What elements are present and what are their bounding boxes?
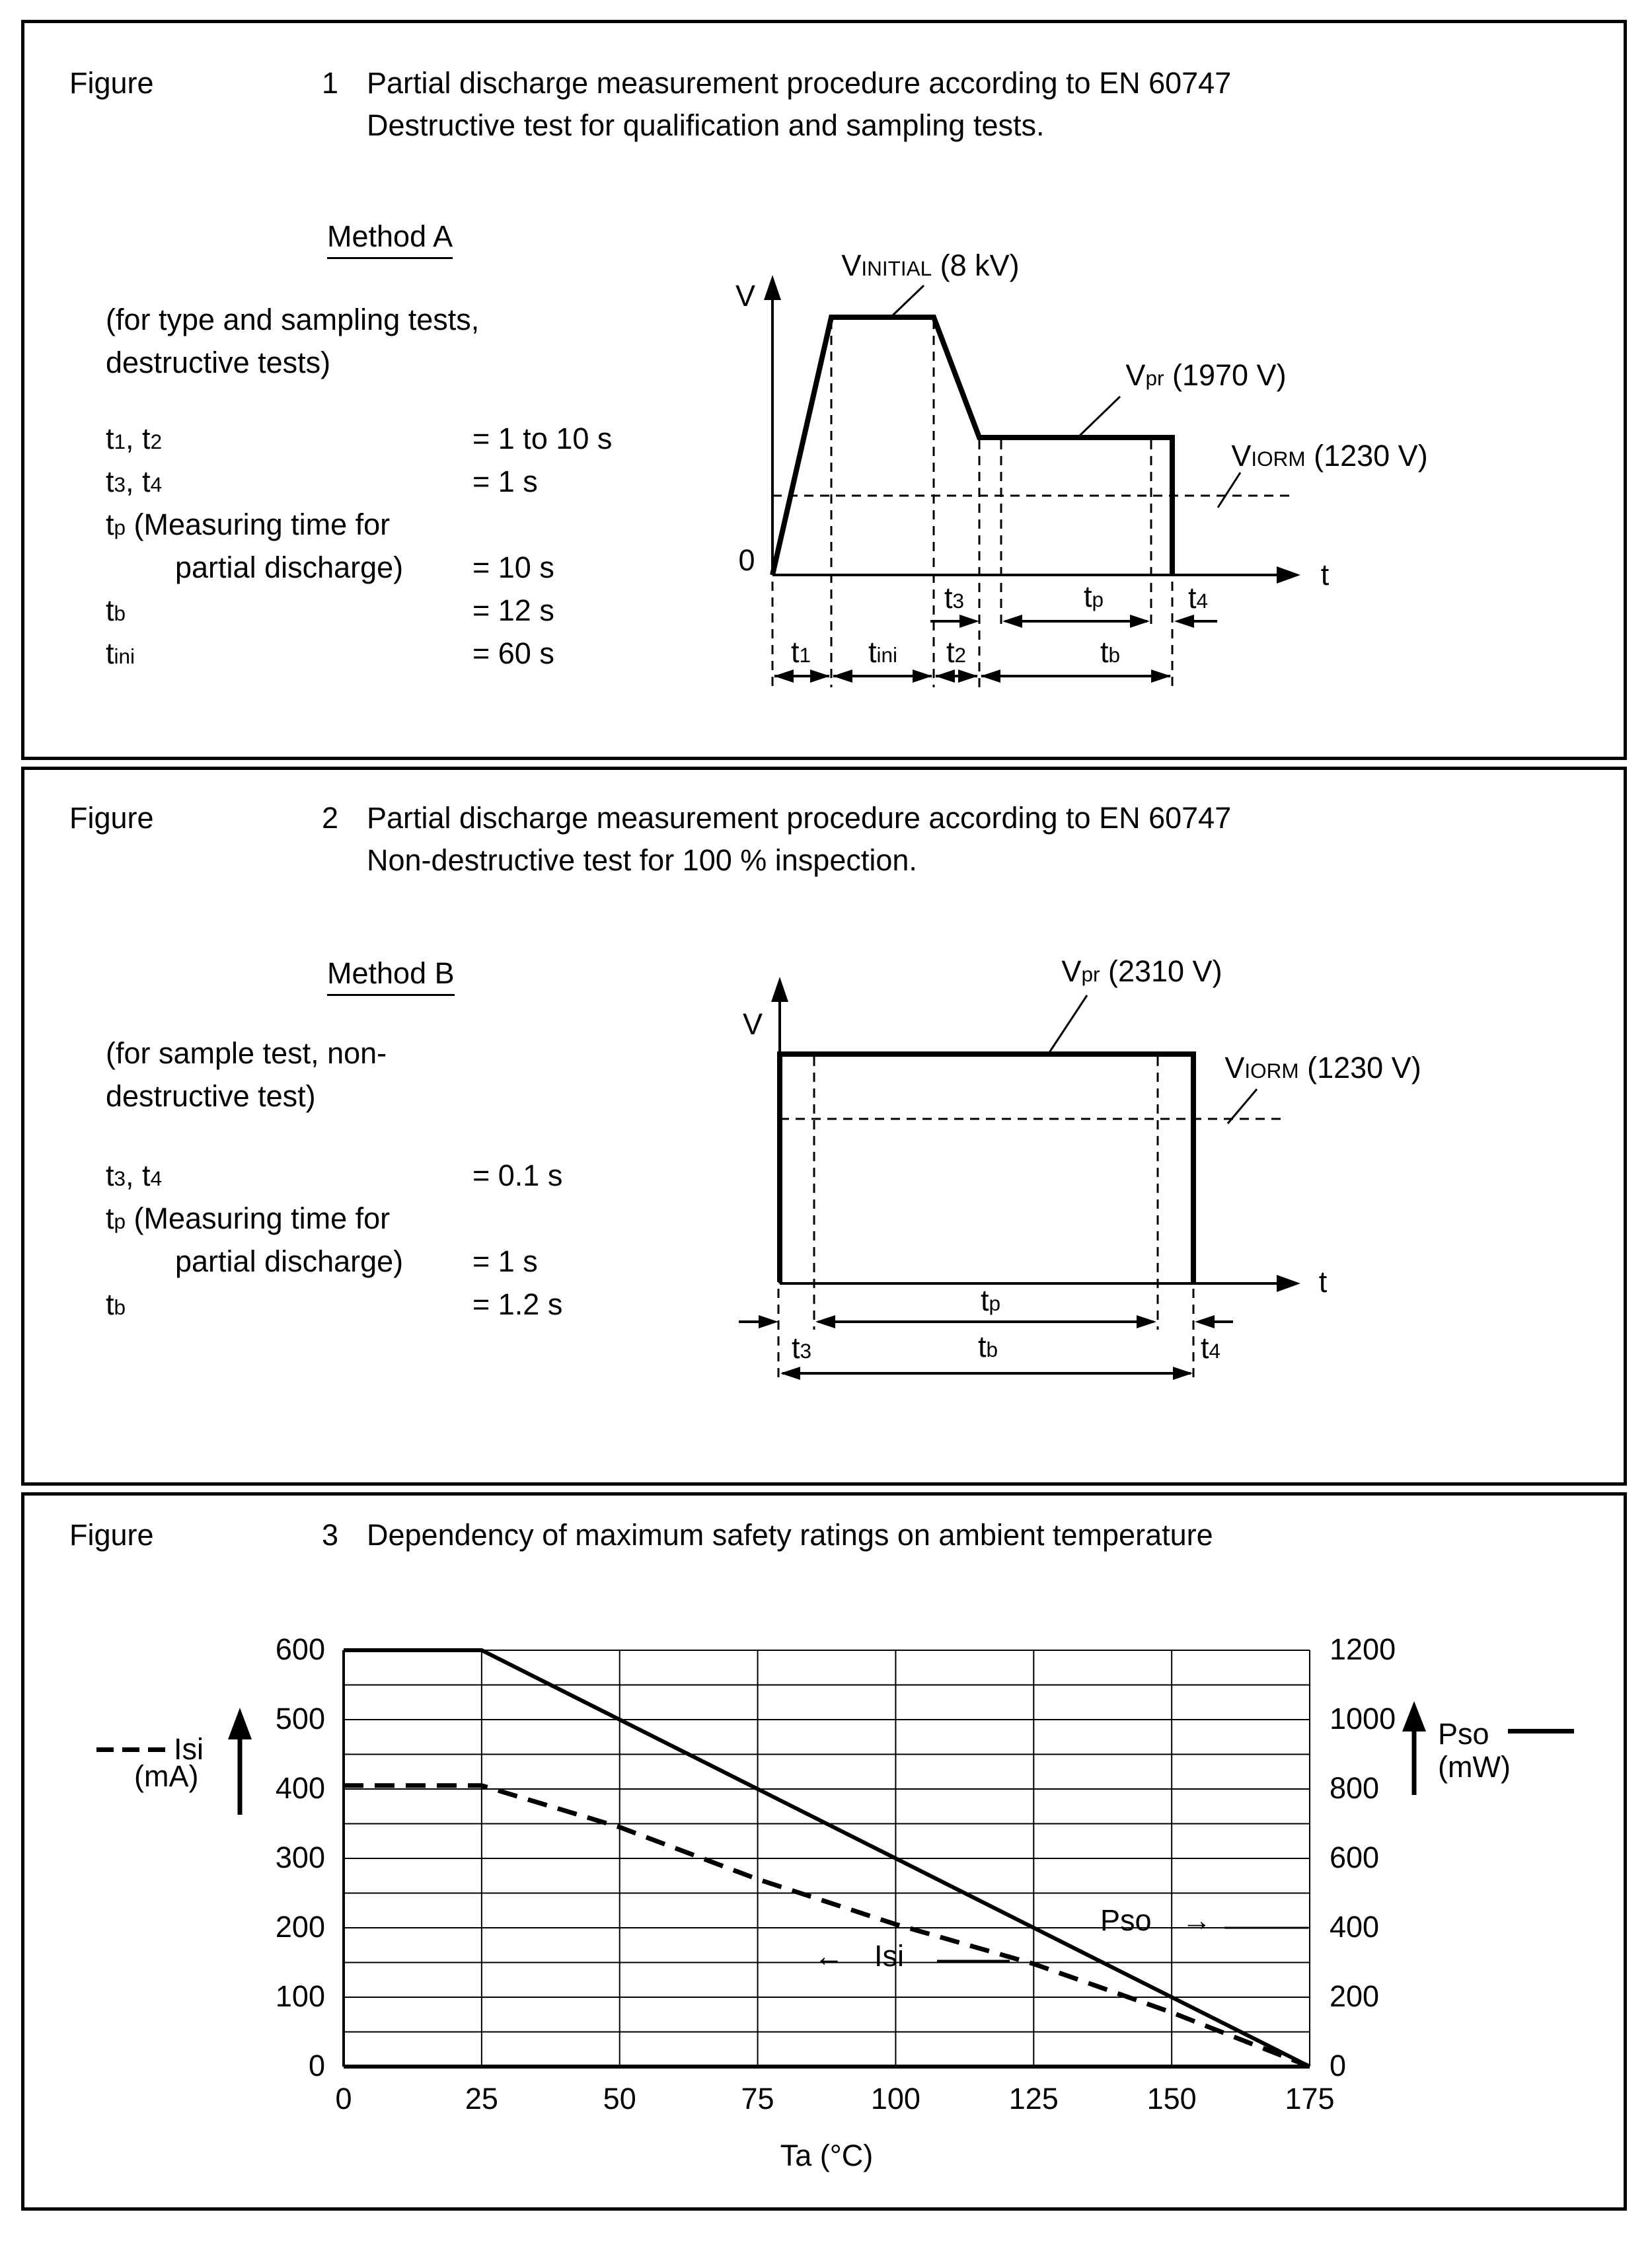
- y-axis-right-tick: 600: [1330, 1841, 1380, 1874]
- figure2-condition-line2: destructive test): [106, 1079, 316, 1113]
- figure2-voltage-pulse: [780, 1054, 1193, 1282]
- left-arrow-icon: ←: [814, 1939, 844, 1973]
- v-axis-arrow-icon: [771, 977, 788, 1002]
- figure3-caption: Dependency of maximum safety ratings on ambient temperature: [367, 1518, 1213, 1552]
- param-name: tp (Measuring time for: [106, 508, 391, 541]
- isi-legend-unit: (mA): [134, 1759, 199, 1793]
- pso-curve-annotation: [1100, 1903, 1212, 1938]
- tp-dim-label: tp: [1083, 580, 1104, 614]
- figure1-number: 1: [322, 66, 339, 100]
- param-value: = 1.2 s: [472, 1287, 563, 1321]
- pso-annotation-text: Pso: [1100, 1903, 1152, 1937]
- figure1-dimension-arrows: [774, 615, 1217, 683]
- figure2-word: Figure: [69, 801, 154, 835]
- v-pr-label: Vpr (1970 V): [1125, 358, 1287, 393]
- dashed-line-icon: [96, 1747, 114, 1752]
- param-name: t3, t4: [106, 1159, 163, 1192]
- v-pr-label: Vpr (2310 V): [1061, 954, 1222, 989]
- y-axis-right-tick: 1200: [1330, 1632, 1396, 1666]
- v-initial-label: VINITIAL (8 kV): [841, 248, 1020, 283]
- x-axis-tick: 0: [335, 2082, 352, 2115]
- figure2-caption-line1: Partial discharge measurement procedure according to EN 60747: [367, 801, 1232, 835]
- t-axis-arrow-icon: [1277, 1275, 1300, 1292]
- x-axis-tick: 50: [603, 2082, 636, 2115]
- t3-dim-label: t3: [791, 1331, 812, 1365]
- v-iorm-label: VIORM (1230 V): [1224, 1051, 1421, 1085]
- y-axis-left-tick: 200: [275, 1910, 325, 1944]
- pso-legend-label: Pso: [1438, 1717, 1489, 1751]
- x-axis-tick: 175: [1285, 2082, 1335, 2115]
- right-arrow-icon: →: [1182, 1903, 1212, 1937]
- t-axis-label: t: [1318, 1265, 1328, 1299]
- figure2-caption-line2: Non-destructive test for 100 % inspection.: [367, 843, 917, 877]
- figure2-condition-line1: (for sample test, non-: [106, 1036, 387, 1070]
- tb-dim-label: tb: [977, 1330, 998, 1364]
- tini-dim-label: tini: [868, 635, 898, 669]
- figure1-method-heading: Method A: [327, 219, 453, 259]
- param-name: tini: [106, 636, 135, 670]
- solid-line-icon: [1508, 1729, 1574, 1733]
- y-axis-left-tick: 500: [275, 1702, 325, 1735]
- x-axis-tick: 125: [1008, 2082, 1059, 2115]
- param-name: partial discharge): [175, 1244, 404, 1278]
- figure1-caption-line1: Partial discharge measurement procedure according to EN 60747: [367, 66, 1232, 100]
- param-value: = 1 to 10 s: [472, 422, 613, 455]
- param-name: tp (Measuring time for: [106, 1201, 391, 1235]
- param-name: tb: [106, 1287, 126, 1321]
- param-name: t3, t4: [106, 465, 163, 498]
- t-axis-label: t: [1320, 558, 1330, 592]
- y-axis-left-tick: 600: [275, 1632, 325, 1666]
- origin-label: 0: [738, 543, 755, 578]
- param-value: = 1 s: [472, 1244, 538, 1278]
- y-axis-left-tick: 300: [275, 1841, 325, 1874]
- tb-dim-label: tb: [1100, 635, 1121, 669]
- x-axis-tick: 150: [1146, 2082, 1197, 2115]
- figure1-caption-line2: Destructive test for qualification and sampling tests.: [367, 108, 1045, 142]
- param-value: = 0.1 s: [472, 1159, 563, 1192]
- figure2-axes: [771, 977, 1300, 1292]
- figure3-word: Figure: [69, 1518, 154, 1552]
- param-value: = 60 s: [472, 636, 554, 670]
- y-axis-left-tick: 100: [275, 1979, 325, 2013]
- param-name: partial discharge): [175, 551, 404, 584]
- figure2-number: 2: [322, 801, 339, 835]
- isi-annotation-text: Isi: [874, 1939, 904, 1973]
- param-name: tb: [106, 593, 126, 627]
- figure3-number: 3: [322, 1518, 339, 1552]
- dashed-line-icon: [148, 1747, 165, 1752]
- figure1-word: Figure: [69, 66, 154, 100]
- t2-dim-label: t2: [946, 635, 967, 669]
- tp-dim-label: tp: [980, 1283, 1001, 1318]
- x-axis-tick: 25: [465, 2082, 498, 2115]
- param-value: = 12 s: [472, 593, 554, 627]
- dashed-line-icon: [122, 1747, 139, 1752]
- t1-dim-label: t1: [790, 635, 811, 669]
- t3-dim-label: t3: [944, 581, 965, 615]
- figure1-voltage-waveform: [772, 317, 1172, 575]
- y-axis-left-tick: 400: [275, 1771, 325, 1805]
- y-axis-left-tick: 0: [308, 2049, 325, 2082]
- v-iorm-label: VIORM (1230 V): [1231, 439, 1428, 473]
- param-value: = 1 s: [472, 465, 538, 498]
- param-value: = 10 s: [472, 551, 554, 584]
- figure1-condition-line1: (for type and sampling tests,: [106, 303, 480, 336]
- figure3-chart-svg: [344, 1650, 1310, 2067]
- figure1-construction-dashed-lines: [772, 320, 1172, 687]
- pso-legend-unit: (mW): [1438, 1750, 1511, 1784]
- x-axis-title: Ta (°C): [780, 2139, 874, 2173]
- figure1-leader-lines: [892, 286, 1240, 508]
- t4-dim-label: t4: [1187, 581, 1209, 615]
- x-axis-tick: 100: [870, 2082, 920, 2115]
- v-axis-label: V: [742, 1007, 763, 1042]
- v-axis-label: V: [735, 279, 756, 313]
- y-axis-right-tick: 200: [1330, 1979, 1380, 2013]
- v-axis-arrow-icon: [764, 275, 781, 300]
- x-axis-tick: 75: [741, 2082, 774, 2115]
- t4-dim-label: t4: [1200, 1331, 1221, 1365]
- y-axis-right-tick: 1000: [1330, 1702, 1396, 1735]
- t-axis-arrow-icon: [1277, 566, 1300, 584]
- isi-curve-annotation: [814, 1939, 904, 1973]
- param-name: t1, t2: [106, 422, 163, 455]
- isi-legend-label: Isi: [174, 1732, 204, 1767]
- y-axis-right-tick: 800: [1330, 1771, 1380, 1805]
- y-axis-right-tick: 0: [1330, 2049, 1347, 2082]
- y-axis-right-tick: 400: [1330, 1910, 1380, 1944]
- figure2-method-heading: Method B: [327, 956, 455, 996]
- figure1-condition-line2: destructive tests): [106, 346, 331, 379]
- figure1-axes: [764, 275, 1300, 584]
